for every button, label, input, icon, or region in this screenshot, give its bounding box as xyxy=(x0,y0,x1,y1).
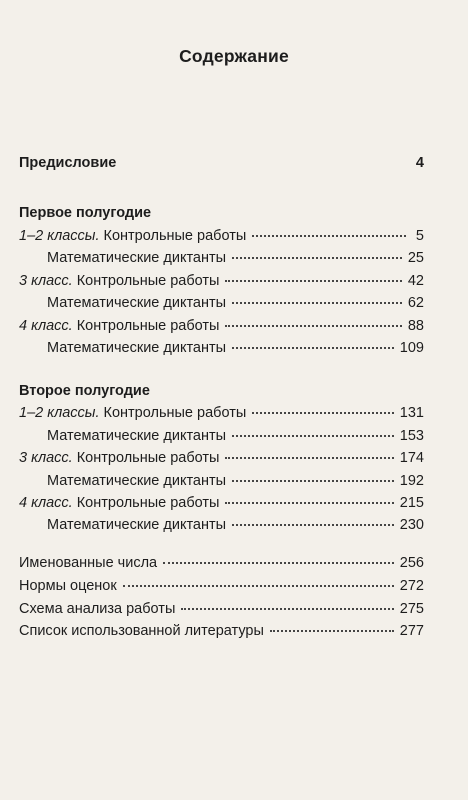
toc-entry-label: Контрольные работы xyxy=(76,450,220,466)
toc-entry xyxy=(47,473,424,493)
toc-entry xyxy=(47,250,424,270)
dot-leader xyxy=(181,608,393,610)
toc-page-number: 25 xyxy=(407,250,424,266)
grade-label: 1–2 классы. xyxy=(19,405,100,421)
toc-entry-label: Контрольные работы xyxy=(103,228,247,244)
dot-leader xyxy=(232,347,394,349)
toc-entry-label: Контрольные работы xyxy=(76,495,220,511)
page-title: Содержание xyxy=(179,46,289,66)
toc-page-number: 88 xyxy=(407,318,424,334)
toc-entry xyxy=(47,295,424,315)
dot-leader xyxy=(232,302,402,304)
toc-entry-label: Список использованной литературы xyxy=(19,623,264,639)
toc-page-number: 277 xyxy=(399,623,424,639)
dot-leader xyxy=(225,280,401,282)
toc-page-number: 42 xyxy=(407,273,424,289)
grade-label: 1–2 классы. xyxy=(19,228,100,244)
toc-entry xyxy=(19,495,424,515)
toc-page-number: 62 xyxy=(407,295,424,311)
toc-entry-label: Схема анализа работы xyxy=(19,601,176,617)
section-heading-second-half: Второе полугодие xyxy=(19,383,150,399)
toc-page-number: 192 xyxy=(399,473,424,489)
dot-leader xyxy=(225,457,393,459)
grade-label: 4 класс. xyxy=(19,495,73,511)
dot-leader xyxy=(252,235,406,237)
dot-leader xyxy=(225,325,401,327)
toc-entry xyxy=(19,578,424,598)
dot-leader xyxy=(232,524,394,526)
toc-entry xyxy=(19,601,424,621)
toc-entry-label: Предисловие xyxy=(19,155,117,171)
toc-page-number: 230 xyxy=(399,517,424,533)
toc-entry-label: Математические диктанты xyxy=(47,340,227,356)
dot-leader xyxy=(163,562,394,564)
dot-leader xyxy=(270,630,394,632)
toc-page-number: 215 xyxy=(399,495,424,511)
dot-leader xyxy=(122,162,406,164)
grade-label: 4 класс. xyxy=(19,318,73,334)
toc-page-number: 5 xyxy=(415,228,424,244)
toc-page-number: 131 xyxy=(399,405,424,421)
toc-page-number: 275 xyxy=(399,601,424,617)
toc-entry-label: Контрольные работы xyxy=(103,405,247,421)
toc-page-number: 256 xyxy=(399,555,424,571)
toc-entry xyxy=(19,228,424,248)
toc-entry xyxy=(19,405,424,425)
toc-entry xyxy=(19,450,424,470)
toc-entry xyxy=(47,428,424,448)
toc-entry-label: Математические диктанты xyxy=(47,517,227,533)
toc-entry-label: Математические диктанты xyxy=(47,250,227,266)
toc-entry-label: Математические диктанты xyxy=(47,473,227,489)
dot-leader xyxy=(232,480,394,482)
toc-page-number: 272 xyxy=(399,578,424,594)
toc-entry xyxy=(19,555,424,575)
dot-leader xyxy=(232,257,402,259)
grade-label: 3 класс. xyxy=(19,450,73,466)
grade-label: 3 класс. xyxy=(19,273,73,289)
toc-entry-label: Математические диктанты xyxy=(47,428,227,444)
toc-entry-label: Именованные числа xyxy=(19,555,158,571)
toc-entry xyxy=(47,340,424,360)
toc-page-number: 153 xyxy=(399,428,424,444)
toc-entry xyxy=(19,623,424,643)
toc-entry xyxy=(19,273,424,293)
toc-page-number: 4 xyxy=(415,155,424,171)
dot-leader xyxy=(123,585,394,587)
toc-entry-label: Контрольные работы xyxy=(76,273,220,289)
dot-leader xyxy=(232,435,394,437)
dot-leader xyxy=(225,502,393,504)
toc-entry-preface xyxy=(19,155,424,175)
toc-entry xyxy=(19,318,424,338)
dot-leader xyxy=(252,412,394,414)
toc-entry-label: Математические диктанты xyxy=(47,295,227,311)
toc-page-number: 109 xyxy=(399,340,424,356)
toc-entry xyxy=(47,517,424,537)
toc-entry-label: Нормы оценок xyxy=(19,578,117,594)
toc-page-number: 174 xyxy=(399,450,424,466)
toc-entry-label: Контрольные работы xyxy=(76,318,220,334)
section-heading-first-half: Первое полугодие xyxy=(19,205,152,221)
